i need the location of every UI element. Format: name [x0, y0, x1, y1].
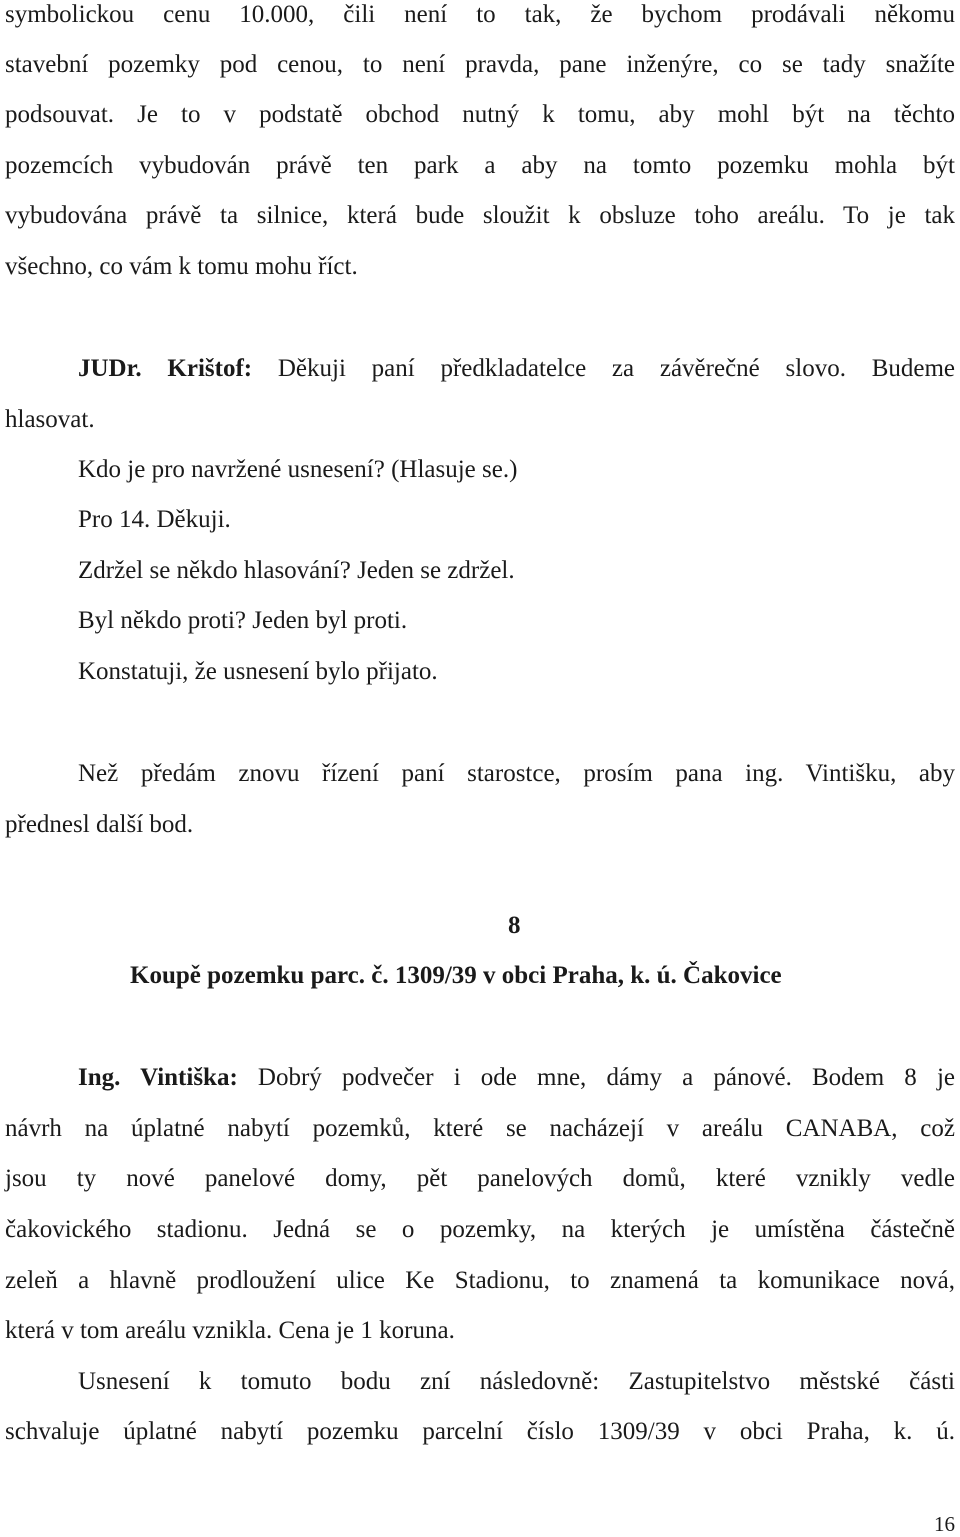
- text-line: podsouvat. Je to v podstatě obchod nutný k tomu, aby mohl být na těchto: [5, 101, 955, 128]
- text-line: čakovického stadionu. Jedná se o pozemky, na kterých je umístěna částečně: [5, 1216, 955, 1243]
- text-line: návrh na úplatné nabytí pozemků, které se nacházejí v areálu CANABA, což: [5, 1115, 955, 1142]
- text-line: jsou ty nové panelové domy, pět panelových domů, které vznikly vedle: [5, 1165, 955, 1192]
- text-line: pozemcích vybudován právě ten park a aby na tomto pozemku mohla být: [5, 152, 955, 179]
- speaker-name: JUDr. Krištof:: [78, 355, 253, 382]
- page-number: 16: [934, 1512, 955, 1536]
- text-line: Konstatuji, že usnesení bylo přijato.: [78, 658, 438, 685]
- text-line: Kdo je pro navržené usnesení? (Hlasuje se.): [78, 456, 518, 483]
- text-line: Pro 14. Děkuji.: [78, 506, 231, 533]
- text-line: Byl někdo proti? Jeden byl proti.: [78, 607, 408, 634]
- text-line: přednesl další bod.: [5, 811, 194, 838]
- speech-line: [78, 1063, 955, 1093]
- text-line: schvaluje úplatné nabytí pozemku parcelní číslo 1309/39 v obci Praha, k. ú.: [5, 1418, 955, 1445]
- speech-text: Dobrý podvečer i ode mne, dámy a pánové. Bodem 8 je: [257, 1064, 955, 1091]
- text-line: Usnesení k tomuto bodu zní následovně: Zastupitelstvo městské části: [78, 1368, 955, 1395]
- text-line: hlasovat.: [5, 406, 95, 433]
- item-number: 8: [508, 912, 521, 939]
- text-line: vybudována právě ta silnice, která bude sloužit k obsluze toho areálu. To je tak: [5, 202, 955, 229]
- text-line: symbolickou cenu 10.000, čili není to tak, že bychom prodávali někomu: [5, 1, 955, 28]
- text-line: všechno, co vám k tomu mohu říct.: [5, 253, 358, 280]
- speech-line: [78, 354, 955, 384]
- speaker-name: Ing. Vintiška:: [78, 1064, 238, 1091]
- text-line: zeleň a hlavně prodloužení ulice Ke Stadionu, to znamená ta komunikace nová,: [5, 1267, 955, 1294]
- text-line: stavební pozemky pod cenou, to není pravda, pane inženýre, co se tady snažíte: [5, 51, 955, 78]
- speech-text: Děkuji paní předkladatelce za závěrečné slovo. Budeme: [277, 355, 956, 382]
- text-line: Zdržel se někdo hlasování? Jeden se zdržel.: [78, 557, 515, 584]
- text-line: Než předám znovu řízení paní starostce, prosím pana ing. Vintišku, aby: [78, 760, 955, 787]
- item-title: Koupě pozemku parc. č. 1309/39 v obci Praha, k. ú. Čakovice: [130, 962, 782, 989]
- text-line: která v tom areálu vznikla. Cena je 1 koruna.: [5, 1317, 455, 1344]
